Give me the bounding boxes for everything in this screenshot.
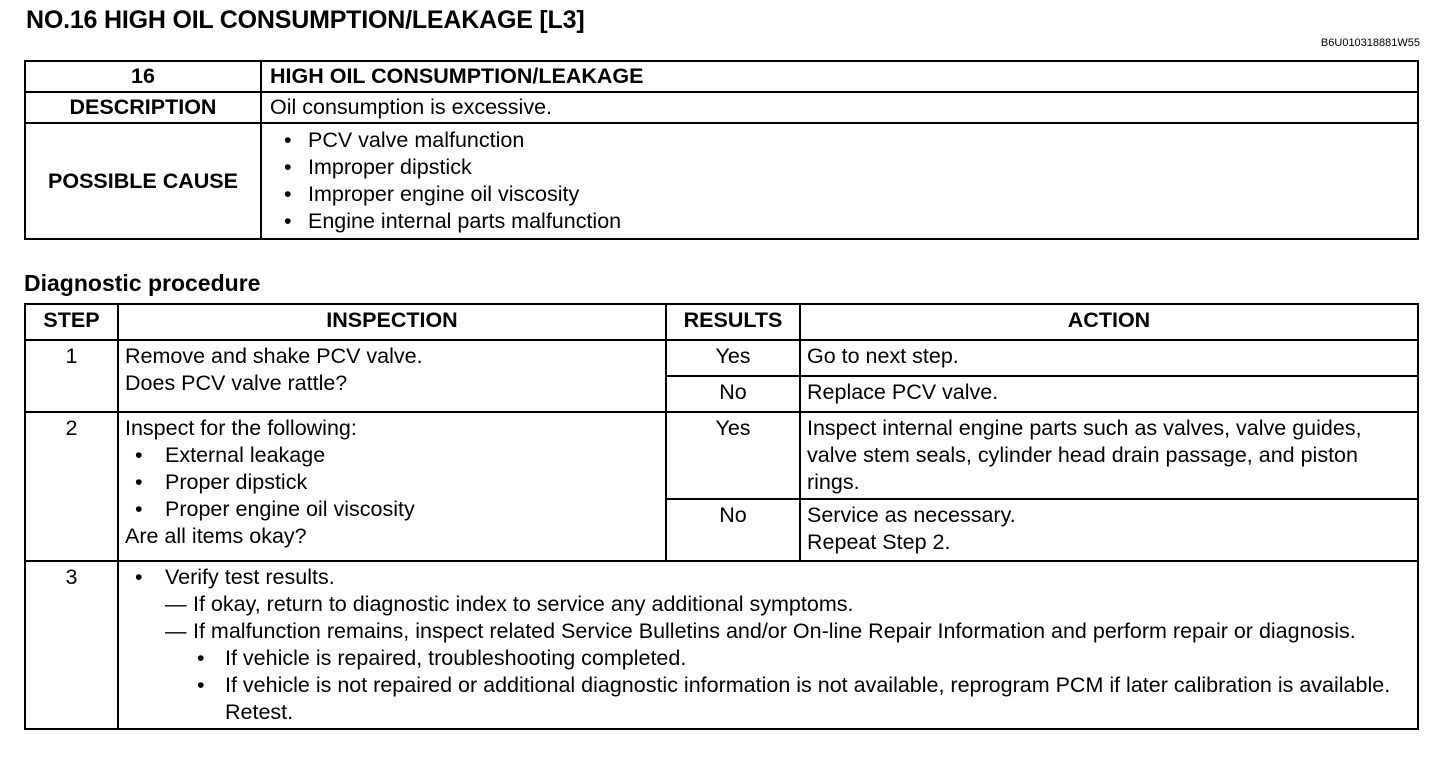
symptom-number: 16: [25, 61, 261, 92]
cause-item: • Improper engine oil viscosity: [280, 181, 1409, 208]
action-cell: [800, 340, 1418, 376]
step-number: 1: [25, 340, 118, 412]
diagnostic-procedure-heading: Diagnostic procedure: [24, 270, 261, 296]
inspection-cell: [118, 412, 666, 561]
col-header-action: ACTION: [800, 304, 1418, 340]
description-label: DESCRIPTION: [25, 92, 261, 123]
sub-item: • If vehicle is not repaired or additional diagnostic information is not available, reprogram PCM if later calibration is available. Retest.: [125, 672, 1411, 726]
symptom-name: HIGH OIL CONSUMPTION/LEAKAGE: [261, 61, 1418, 92]
action-cell: [800, 412, 1418, 499]
document-code: B6U010318881W55: [1320, 37, 1420, 49]
col-header-results: RESULTS: [666, 304, 800, 340]
inspection-item: • Proper engine oil viscosity: [125, 496, 659, 523]
possible-cause-label: POSSIBLE CAUSE: [25, 123, 261, 239]
col-header-step: STEP: [25, 304, 118, 340]
result-value: Yes: [666, 340, 800, 376]
inspection-line: Remove and shake PCV valve.: [125, 344, 423, 368]
verify-item: • Verify test results.: [125, 564, 1411, 591]
inspection-cell: [118, 340, 666, 412]
step-number: 3: [25, 561, 118, 729]
cause-item: • Improper dipstick: [280, 154, 1409, 181]
page-title: NO.16 HIGH OIL CONSUMPTION/LEAKAGE [L3]: [26, 6, 585, 34]
cause-item: • Engine internal parts malfunction: [280, 208, 1409, 235]
possible-cause-list-cell: [261, 123, 1418, 239]
procedure-header-row: [25, 304, 1418, 340]
description-text: Oil consumption is excessive.: [261, 92, 1418, 123]
diagnostic-procedure-table: [24, 303, 1419, 730]
symptom-summary-table: [24, 60, 1419, 240]
cause-item: • PCV valve malfunction: [280, 127, 1409, 154]
action-line: Repeat Step 2.: [807, 530, 951, 554]
possible-cause-list: [280, 127, 1409, 235]
inspection-line: Inspect for the following:: [125, 416, 357, 440]
result-value: No: [666, 499, 800, 561]
result-value: Yes: [666, 412, 800, 499]
step-number: 2: [25, 412, 118, 561]
action-line: Service as necessary.: [807, 503, 1016, 527]
table-row: [25, 561, 1418, 729]
summary-title-row: [25, 61, 1418, 92]
table-row: [25, 412, 1418, 499]
inspection-line: Are all items okay?: [125, 524, 307, 548]
possible-cause-row: [25, 123, 1418, 239]
inspection-line: Does PCV valve rattle?: [125, 371, 348, 395]
action-cell: [800, 499, 1418, 561]
action-line: Replace PCV valve.: [807, 380, 999, 404]
description-row: [25, 92, 1418, 123]
if-okay-item: — If okay, return to diagnostic index to service any additional symptoms.: [125, 591, 1411, 618]
result-value: No: [666, 376, 800, 412]
action-line: Go to next step.: [807, 344, 959, 368]
col-header-inspection: INSPECTION: [118, 304, 666, 340]
sub-item: • If vehicle is repaired, troubleshooting completed.: [125, 645, 1411, 672]
action-cell: [800, 376, 1418, 412]
table-row: [25, 340, 1418, 376]
action-line: Inspect internal engine parts such as valves, valve guides, valve stem seals, cylinder head drain passage, and piston rings.: [807, 416, 1362, 494]
inspection-item: • External leakage: [125, 442, 659, 469]
if-malfunction-item: — If malfunction remains, inspect related Service Bulletins and/or On-line Repair Information and perform repair or diagnosis.: [125, 618, 1411, 645]
verification-cell: [118, 561, 1418, 729]
inspection-item: • Proper dipstick: [125, 469, 659, 496]
